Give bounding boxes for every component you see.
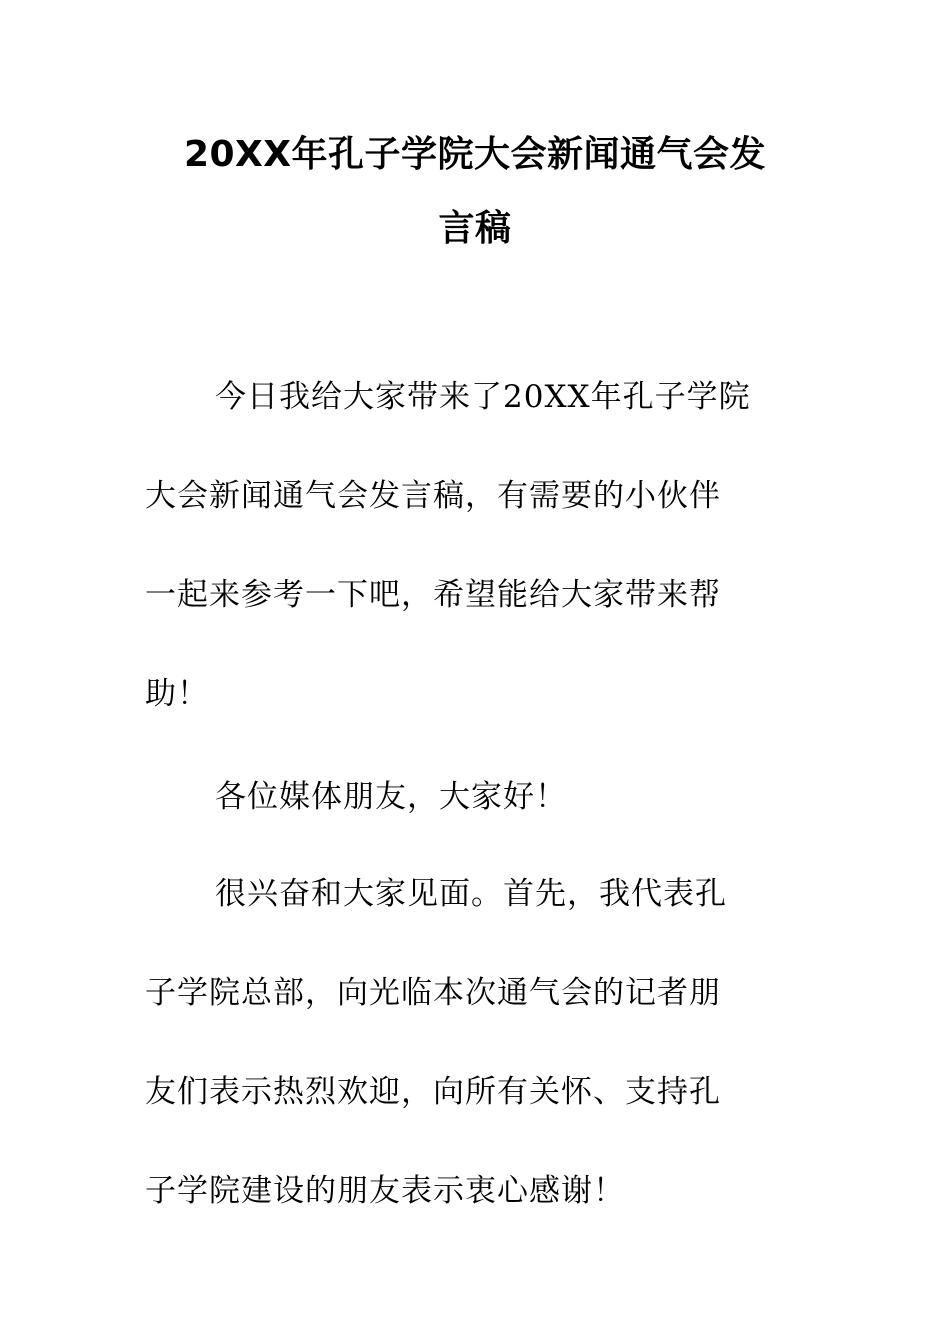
paragraph-line: 助！: [145, 676, 209, 712]
paragraph-line: 各位媒体朋友，大家好！: [215, 779, 567, 815]
paragraph-line: 今日我给大家带来了20XX年孔子学院: [215, 379, 751, 415]
paragraph-line: 子学院总部，向光临本次通气会的记者朋: [145, 975, 721, 1011]
paragraph-line: 很兴奋和大家见面。首先，我代表孔: [215, 876, 727, 912]
title-line: 20XX年孔子学院大会新闻通气会发: [183, 134, 767, 175]
welcome-paragraph: [145, 845, 800, 1241]
paragraph-line: 大会新闻通气会发言稿，有需要的小伙伴: [145, 478, 721, 514]
paragraph-line: 友们表示热烈欢迎，向所有关怀、支持孔: [145, 1074, 721, 1110]
title-line: 言稿: [438, 208, 512, 249]
paragraph-line: 子学院建设的朋友表示衷心感谢！: [145, 1173, 625, 1209]
greeting-paragraph: [145, 748, 800, 847]
document-title: [145, 118, 805, 266]
intro-paragraph: [145, 348, 800, 744]
paragraph-line: 一起来参考一下吧，希望能给大家带来帮: [145, 577, 721, 613]
